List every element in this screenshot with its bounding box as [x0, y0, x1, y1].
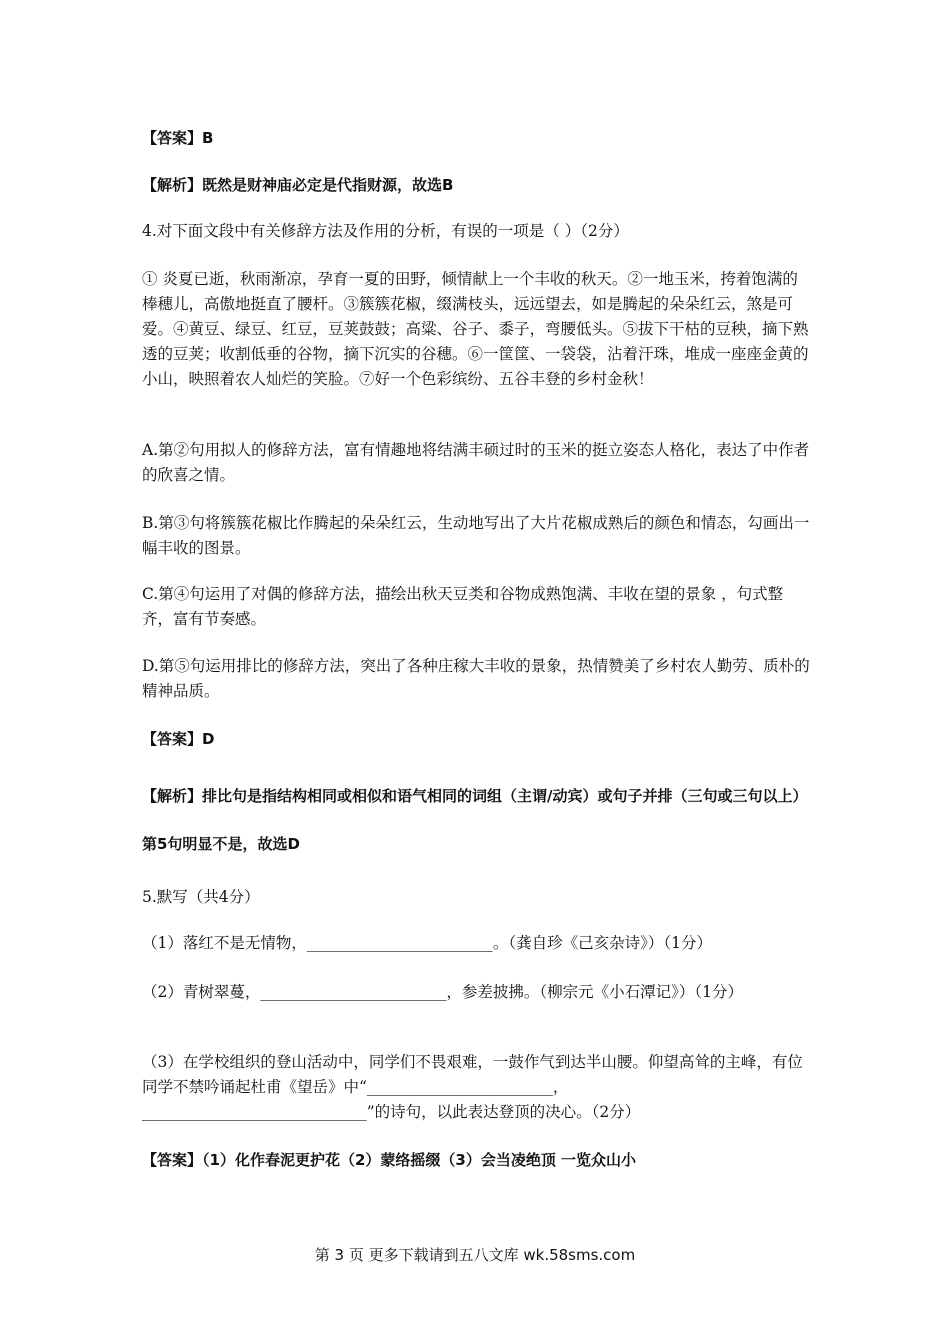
page-footer: 第 3 页 更多下载请到五八文库 wk.58sms.com [314, 1246, 636, 1264]
option-a: A.第②句用拟人的修辞方法，富有情趣地将结满丰硕过时的玉米的挺立姿态人格化，表达了中作者的欣喜之情。 [142, 441, 810, 484]
option-c: C.第④句运用了对偶的修辞方法，描绘出秋天豆类和谷物成熟饱满、丰收在望的景象 ，句式整齐，富有节奏感。 [142, 585, 784, 628]
question-5-item-2: （2）青树翠蔓，________________________，参差披拂。（柳宗元《小石潭记》）（1分） [142, 983, 743, 1001]
answer-4: 【答案】D [142, 730, 215, 748]
question-4-stem: 4.对下面文段中有关修辞方法及作用的分析，有误的一项是（ ）（2分） [142, 222, 629, 240]
question-5-item-1: （1）落红不是无情物，________________________。（龚自珍《己亥杂诗》）（1分） [142, 934, 712, 952]
option-d: D.第⑤句运用排比的修辞方法，突出了各种庄稼大丰收的景象，热情赞美了乡村农人勤劳、质朴的精神品质。 [142, 657, 810, 700]
question-4-passage: ① 炎夏已逝，秋雨渐凉，孕育一夏的田野，倾情献上一个丰收的秋天。②一地玉米，挎着饱满的棒穗儿，高傲地挺直了腰杆。③簇簇花椒，缀满枝头，远远望去，如是腾起的朵朵红云，煞是可爱。④黄豆、绿豆、红豆，豆荚鼓鼓；高粱、谷子、黍子，弯腰低头。⑤拔下干枯的豆秧，摘下熟透的豆荚；收割低垂的谷物，摘下沉实的谷穗。⑥一筐筐、一袋袋，沾着汗珠，堆成一座座金黄的小山，映照着农人灿烂的笑脸。⑦好一个色彩缤纷、五谷丰登的乡村金秋！ [142, 270, 809, 388]
question-5-stem: 5.默写（共4分） [142, 888, 260, 906]
answer-5: 【答案】（1）化作春泥更护花（2）蒙络摇缀（3）会当凌绝顶 一览众山小 [142, 1151, 637, 1169]
answer-3: 【答案】B [142, 129, 214, 147]
question-5-item-3: （3）在学校组织的登山活动中，同学们不畏艰难，一鼓作气到达半山腰。仰望高耸的主峰，有位同学不禁吟诵起杜甫《望岳》中“________________________，_____________________________”的诗句，以此表达登顶的决心。（2分） [142, 1053, 803, 1121]
analysis-4: 【解析】排比句是指结构相同或相似和语气相同的词组（主谓/动宾）或句子并排（三句或三句以上）第5句明显不是，故选D [142, 787, 808, 853]
option-b: B.第③句将簇簇花椒比作腾起的朵朵红云，生动地写出了大片花椒成熟后的颜色和情态，勾画出一幅丰收的图景。 [142, 514, 810, 557]
analysis-3: 【解析】既然是财神庙必定是代指财源，故选B [142, 176, 454, 194]
